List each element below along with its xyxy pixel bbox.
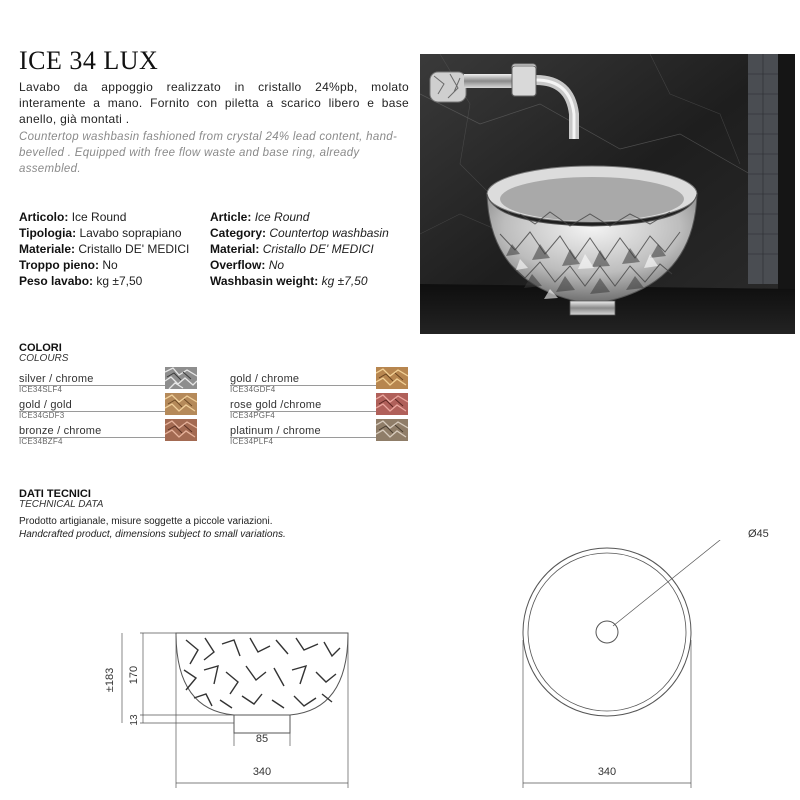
colour-swatch — [376, 367, 408, 389]
colour-code: ICE34SLF4 — [19, 385, 63, 394]
spec-row — [19, 241, 189, 257]
colour-name: gold / chrome — [230, 373, 300, 385]
spec-row — [210, 273, 389, 289]
spec-row — [19, 209, 189, 225]
spec-value: kg ±7,50 — [321, 274, 368, 288]
colour-code: ICE34GDF3 — [19, 411, 65, 420]
description-english: Countertop washbasin fashioned from crystal 24% lead content, hand-bevelled . Equipped with free flow waste and base ring, already assembled. — [19, 131, 398, 175]
spec-value: Countertop washbasin — [269, 226, 389, 240]
spec-value: No — [102, 258, 118, 272]
colour-name: gold / gold — [19, 399, 72, 411]
spec-label: Articolo: — [19, 210, 69, 224]
colour-name: rose gold /chrome — [230, 399, 322, 411]
rose-gold-swatch — [376, 393, 408, 415]
colour-code: ICE34GDF4 — [230, 385, 276, 394]
technical-title: DATI TECNICI — [19, 488, 91, 500]
spec-value: No — [268, 258, 285, 272]
gold-chrome-swatch — [376, 367, 408, 389]
colour-swatch — [165, 393, 197, 415]
technical-heading — [19, 489, 103, 510]
spec-row — [210, 225, 389, 241]
spec-label: Washbasin weight: — [210, 274, 319, 288]
silver-swatch — [165, 367, 197, 389]
colour-option-silver-chrome[interactable] — [19, 367, 195, 393]
dim-bowl-height: 170 — [128, 665, 140, 685]
colour-option-rose-gold-chrome[interactable] — [230, 393, 406, 419]
gold-swatch — [165, 393, 197, 415]
side-view — [122, 633, 348, 788]
colour-name: platinum / chrome — [230, 425, 321, 437]
dim-base-height: 13 — [129, 714, 140, 726]
spec-label: Material: — [210, 242, 260, 256]
spec-label: Article: — [210, 210, 252, 224]
colour-option-platinum-chrome[interactable] — [230, 419, 406, 445]
dim-width-top: 340 — [597, 766, 617, 778]
bronze-swatch — [165, 419, 197, 441]
spec-label: Peso lavabo: — [19, 274, 94, 288]
colour-name: silver / chrome — [19, 373, 94, 385]
spec-value: kg ±7,50 — [96, 274, 143, 288]
spec-value: Ice Round — [254, 210, 310, 224]
colour-option-gold-gold[interactable] — [19, 393, 195, 419]
dim-width-side: 340 — [252, 766, 272, 778]
product-photo — [420, 54, 795, 334]
dim-total-height: ±183 — [104, 667, 116, 693]
spec-value: Ice Round — [71, 210, 127, 224]
specs-italian — [19, 209, 189, 289]
colours-title: COLORI — [19, 342, 62, 354]
spec-label: Category: — [210, 226, 267, 240]
spec-row — [210, 209, 389, 225]
colour-swatch — [376, 419, 408, 441]
spec-row — [210, 241, 389, 257]
washbasin-illustration — [420, 54, 795, 334]
colour-option-bronze-chrome[interactable] — [19, 419, 195, 445]
dim-base-width: 85 — [255, 733, 269, 745]
colour-code: ICE34BZF4 — [19, 437, 63, 446]
technical-note-italian: Prodotto artigianale, misure soggette a piccole variazioni. — [19, 516, 273, 527]
colours-heading — [19, 343, 68, 364]
spec-value: Cristallo DE' MEDICI — [262, 242, 374, 256]
colour-swatch — [376, 393, 408, 415]
description-italian: Lavabo da appoggio realizzato in cristallo 24%pb, molato interamente a mano. Fornito con piletta a scarico libero e base anello, già montati . — [19, 80, 409, 126]
spec-row — [19, 257, 189, 273]
colour-code: ICE34PGF4 — [230, 411, 275, 420]
colours-subtitle: COLOURS — [19, 353, 69, 364]
spec-value: Lavabo soprapiano — [79, 226, 182, 240]
colour-swatch — [165, 367, 197, 389]
spec-value: Cristallo DE' MEDICI — [78, 242, 190, 256]
product-title: ICE 34 LUX — [19, 46, 159, 75]
technical-drawing — [0, 540, 800, 800]
spec-label: Tipologia: — [19, 226, 77, 240]
spec-row — [19, 225, 189, 241]
spec-row — [210, 257, 389, 273]
spec-row — [19, 273, 189, 289]
colour-swatch — [165, 419, 197, 441]
spec-label: Overflow: — [210, 258, 266, 272]
colour-option-gold-chrome[interactable] — [230, 367, 406, 393]
technical-note-english: Handcrafted product, dimensions subject to small variations. — [19, 529, 286, 540]
dim-drain-diameter: Ø45 — [748, 528, 769, 540]
spec-label: Materiale: — [19, 242, 76, 256]
colour-name: bronze / chrome — [19, 425, 102, 437]
specs-english — [210, 209, 389, 289]
colour-code: ICE34PLF4 — [230, 437, 274, 446]
platinum-swatch — [376, 419, 408, 441]
top-view — [523, 540, 730, 788]
technical-subtitle: TECHNICAL DATA — [19, 499, 104, 510]
spec-label: Troppo pieno: — [19, 258, 99, 272]
